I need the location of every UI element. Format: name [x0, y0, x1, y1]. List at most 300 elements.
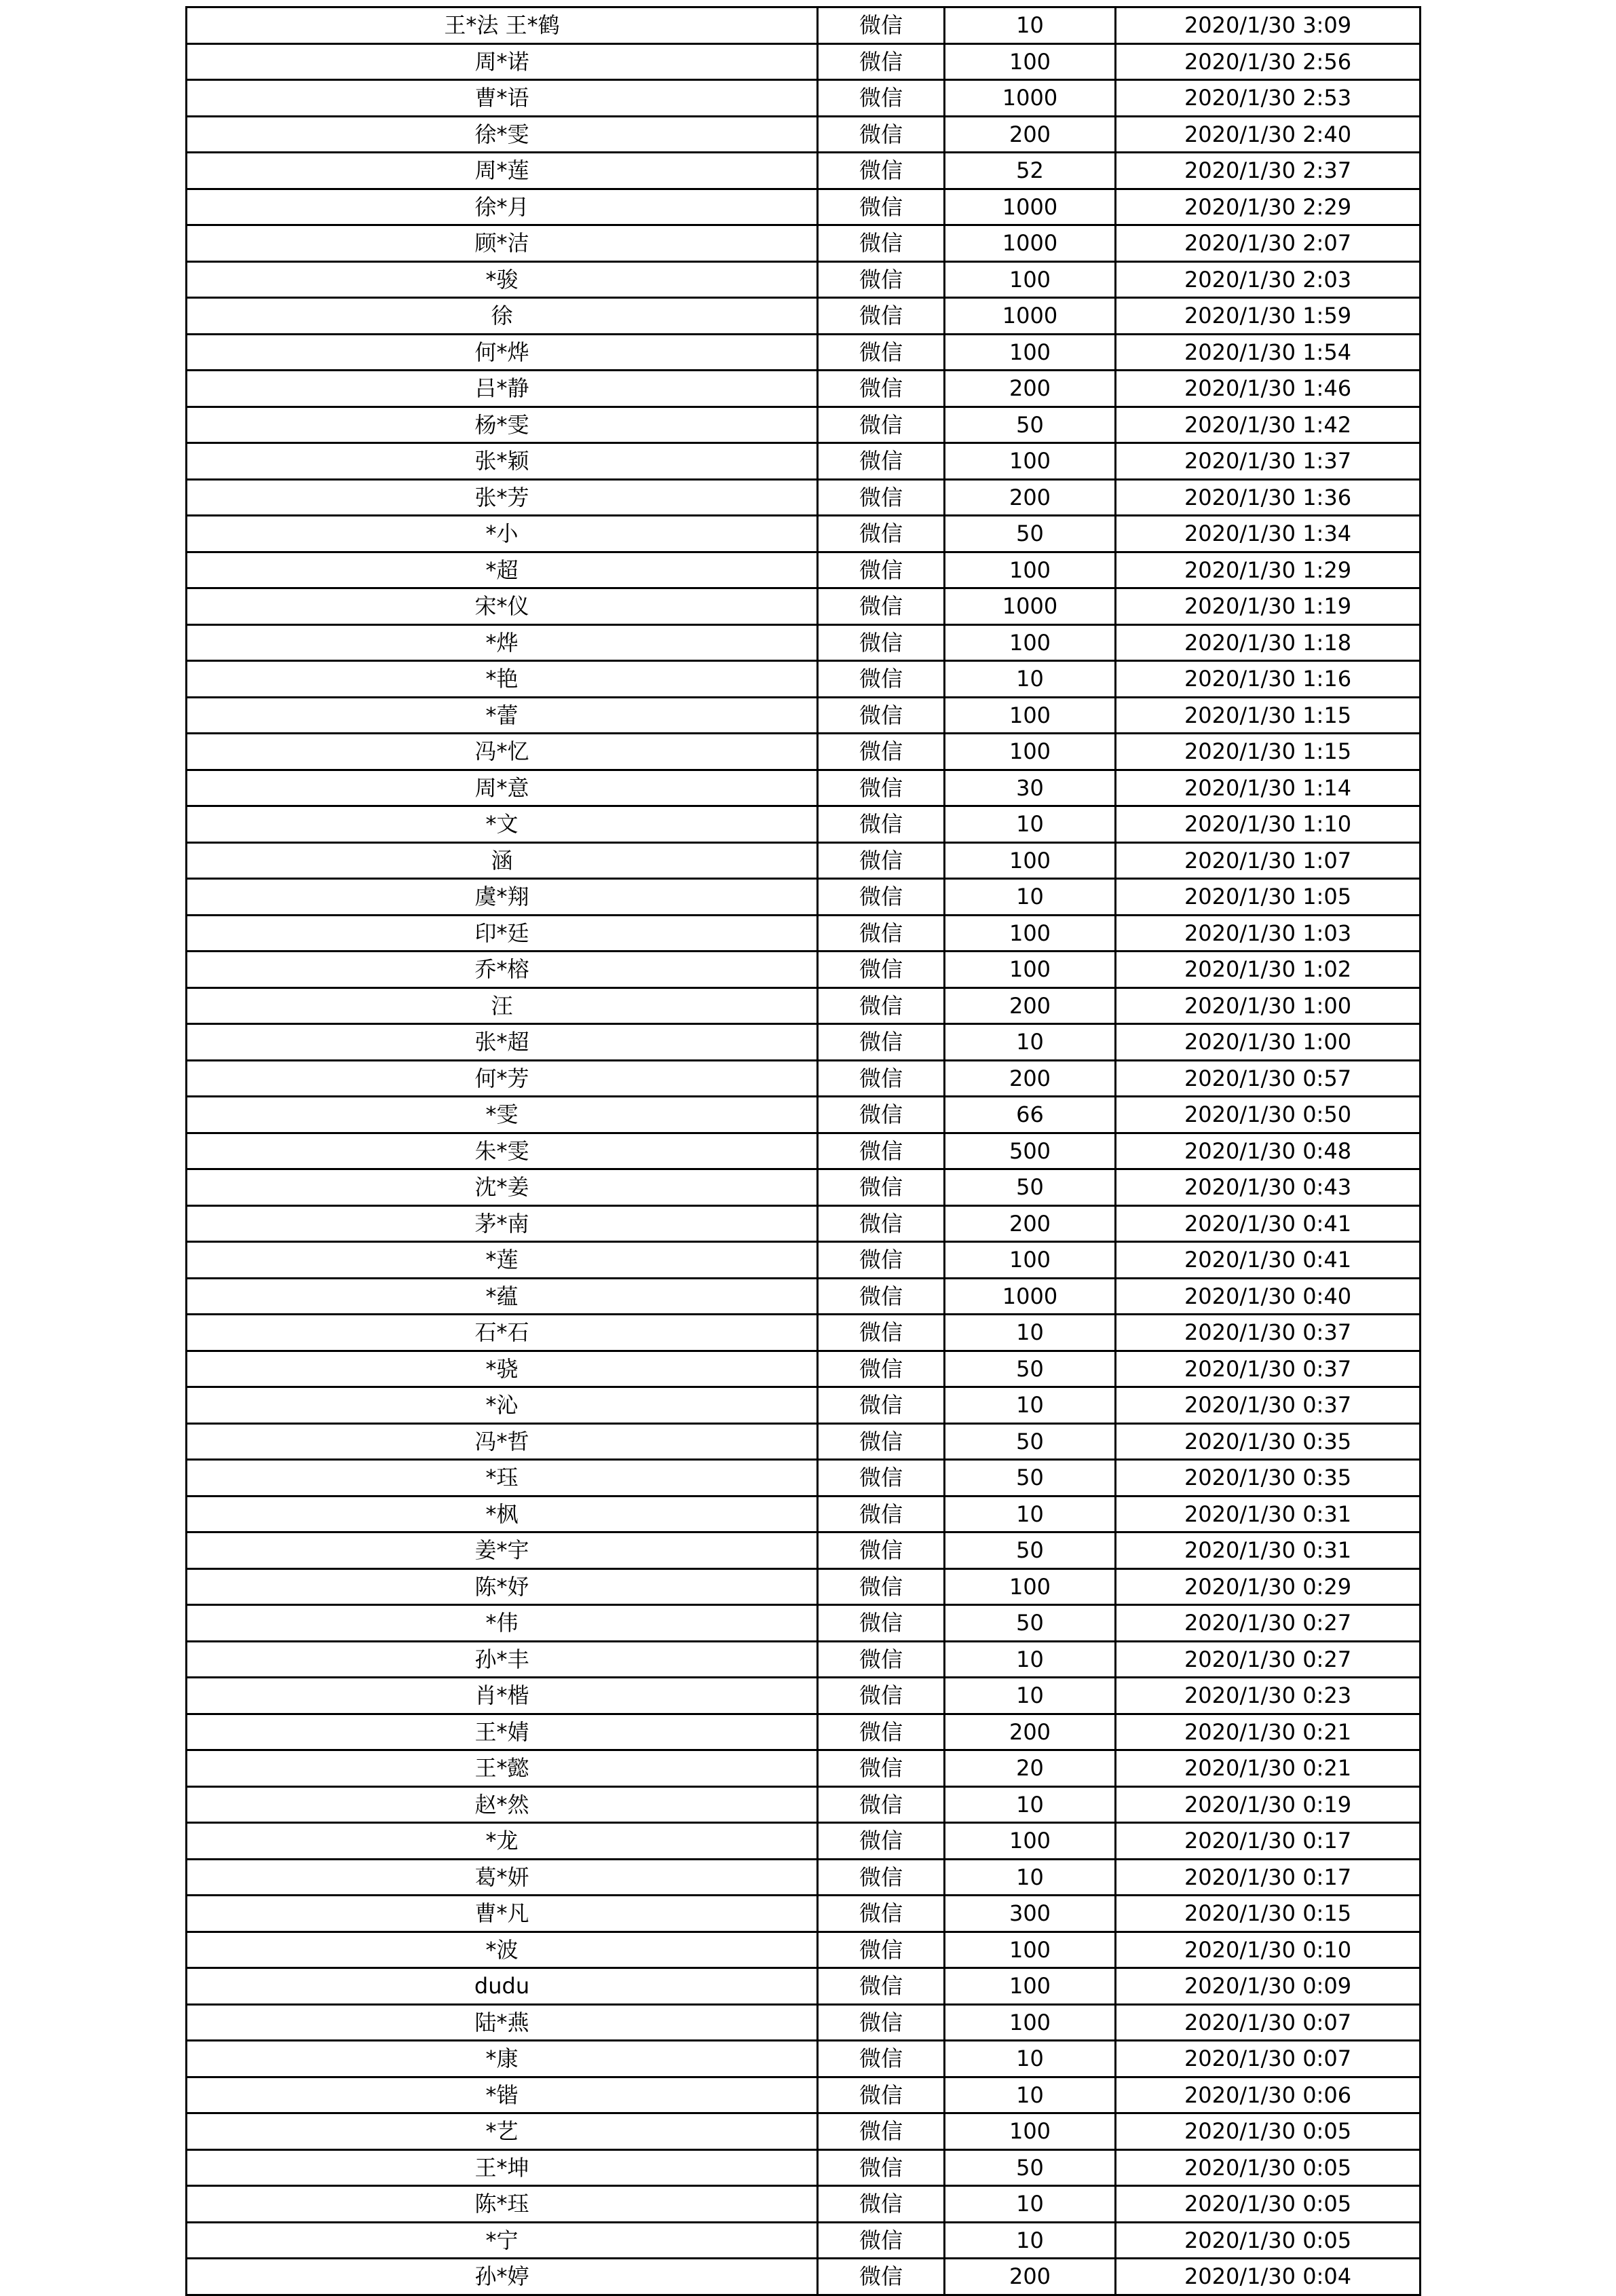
- amount-cell: 200: [945, 371, 1116, 407]
- table-row: [187, 806, 1421, 843]
- timestamp-cell: 2020/1/30 0:43: [1116, 1169, 1421, 1206]
- donor-name-cell: *宁: [187, 2222, 818, 2259]
- payment-method-cell: 微信: [818, 1859, 945, 1896]
- payment-method-cell: 微信: [818, 2041, 945, 2077]
- donor-name-cell: *锴: [187, 2077, 818, 2113]
- donor-name-cell: 张*颖: [187, 443, 818, 480]
- donor-name-cell: *枫: [187, 1496, 818, 1532]
- donor-name-cell: 徐*月: [187, 189, 818, 225]
- timestamp-cell: 2020/1/30 1:37: [1116, 443, 1421, 480]
- donor-name-cell: 张*超: [187, 1024, 818, 1061]
- donation-table-body: [187, 7, 1421, 2295]
- amount-cell: 10: [945, 661, 1116, 698]
- payment-method-cell: 微信: [818, 7, 945, 44]
- timestamp-cell: 2020/1/30 0:37: [1116, 1351, 1421, 1387]
- payment-method-cell: 微信: [818, 1242, 945, 1279]
- timestamp-cell: 2020/1/30 0:17: [1116, 1859, 1421, 1896]
- amount-cell: 100: [945, 1968, 1116, 2005]
- table-row: [187, 2077, 1421, 2113]
- timestamp-cell: 2020/1/30 0:31: [1116, 1532, 1421, 1569]
- payment-method-cell: 微信: [818, 879, 945, 916]
- payment-method-cell: 微信: [818, 552, 945, 588]
- table-row: [187, 2149, 1421, 2186]
- donor-name-cell: 王*婧: [187, 1714, 818, 1750]
- timestamp-cell: 2020/1/30 1:07: [1116, 842, 1421, 879]
- donor-name-cell: 姜*宇: [187, 1532, 818, 1569]
- donor-name-cell: 杨*雯: [187, 407, 818, 443]
- amount-cell: 100: [945, 43, 1116, 80]
- payment-method-cell: 微信: [818, 1786, 945, 1823]
- timestamp-cell: 2020/1/30 0:19: [1116, 1786, 1421, 1823]
- timestamp-cell: 2020/1/30 0:27: [1116, 1641, 1421, 1678]
- table-row: [187, 987, 1421, 1024]
- payment-method-cell: 微信: [818, 2004, 945, 2041]
- amount-cell: 10: [945, 2077, 1116, 2113]
- payment-method-cell: 微信: [818, 1568, 945, 1605]
- timestamp-cell: 2020/1/30 1:19: [1116, 588, 1421, 625]
- table-row: [187, 1278, 1421, 1315]
- amount-cell: 500: [945, 1133, 1116, 1169]
- table-row: [187, 261, 1421, 298]
- timestamp-cell: 2020/1/30 0:05: [1116, 2186, 1421, 2223]
- payment-method-cell: 微信: [818, 1387, 945, 1424]
- donor-name-cell: *莲: [187, 1242, 818, 1279]
- timestamp-cell: 2020/1/30 0:27: [1116, 1605, 1421, 1642]
- payment-method-cell: 微信: [818, 1278, 945, 1315]
- payment-method-cell: 微信: [818, 1641, 945, 1678]
- table-row: [187, 1133, 1421, 1169]
- timestamp-cell: 2020/1/30 0:37: [1116, 1315, 1421, 1351]
- amount-cell: 66: [945, 1097, 1116, 1133]
- payment-method-cell: 微信: [818, 697, 945, 734]
- donor-name-cell: 周*诺: [187, 43, 818, 80]
- payment-method-cell: 微信: [818, 624, 945, 661]
- amount-cell: 100: [945, 1242, 1116, 1279]
- amount-cell: 10: [945, 1678, 1116, 1714]
- table-row: [187, 80, 1421, 117]
- timestamp-cell: 2020/1/30 2:03: [1116, 261, 1421, 298]
- payment-method-cell: 微信: [818, 2149, 945, 2186]
- donor-name-cell: *骁: [187, 1351, 818, 1387]
- donor-name-cell: 顾*洁: [187, 225, 818, 262]
- payment-method-cell: 微信: [818, 298, 945, 335]
- amount-cell: 10: [945, 1024, 1116, 1061]
- table-row: [187, 371, 1421, 407]
- timestamp-cell: 2020/1/30 1:00: [1116, 987, 1421, 1024]
- table-row: [187, 1387, 1421, 1424]
- amount-cell: 200: [945, 987, 1116, 1024]
- table-row: [187, 1532, 1421, 1569]
- donor-name-cell: *蕾: [187, 697, 818, 734]
- table-row: [187, 1932, 1421, 1968]
- amount-cell: 100: [945, 1568, 1116, 1605]
- amount-cell: 100: [945, 552, 1116, 588]
- table-row: [187, 842, 1421, 879]
- amount-cell: 100: [945, 261, 1116, 298]
- payment-method-cell: 微信: [818, 987, 945, 1024]
- table-row: [187, 1423, 1421, 1460]
- table-row: [187, 734, 1421, 770]
- amount-cell: 50: [945, 1351, 1116, 1387]
- amount-cell: 10: [945, 1387, 1116, 1424]
- payment-method-cell: 微信: [818, 1968, 945, 2005]
- donor-name-cell: *康: [187, 2041, 818, 2077]
- amount-cell: 10: [945, 2186, 1116, 2223]
- payment-method-cell: 微信: [818, 842, 945, 879]
- timestamp-cell: 2020/1/30 0:23: [1116, 1678, 1421, 1714]
- table-row: [187, 1097, 1421, 1133]
- table-row: [187, 443, 1421, 480]
- table-row: [187, 1024, 1421, 1061]
- amount-cell: 1000: [945, 225, 1116, 262]
- amount-cell: 100: [945, 624, 1116, 661]
- donor-name-cell: 王*坤: [187, 2149, 818, 2186]
- amount-cell: 10: [945, 2041, 1116, 2077]
- table-row: [187, 588, 1421, 625]
- timestamp-cell: 2020/1/30 0:41: [1116, 1242, 1421, 1279]
- payment-method-cell: 微信: [818, 734, 945, 770]
- donor-name-cell: 周*意: [187, 770, 818, 806]
- amount-cell: 1000: [945, 1278, 1116, 1315]
- table-row: [187, 2186, 1421, 2223]
- payment-method-cell: 微信: [818, 261, 945, 298]
- amount-cell: 20: [945, 1750, 1116, 1787]
- amount-cell: 10: [945, 1786, 1116, 1823]
- donor-name-cell: *骏: [187, 261, 818, 298]
- payment-method-cell: 微信: [818, 1423, 945, 1460]
- timestamp-cell: 2020/1/30 0:41: [1116, 1205, 1421, 1242]
- timestamp-cell: 2020/1/30 0:05: [1116, 2113, 1421, 2150]
- donor-name-cell: 何*芳: [187, 1060, 818, 1097]
- table-row: [187, 1605, 1421, 1642]
- payment-method-cell: 微信: [818, 2186, 945, 2223]
- payment-method-cell: 微信: [818, 80, 945, 117]
- table-row: [187, 116, 1421, 153]
- donor-name-cell: 朱*雯: [187, 1133, 818, 1169]
- amount-cell: 200: [945, 1060, 1116, 1097]
- payment-method-cell: 微信: [818, 806, 945, 843]
- timestamp-cell: 2020/1/30 1:15: [1116, 697, 1421, 734]
- table-row: [187, 2113, 1421, 2150]
- payment-method-cell: 微信: [818, 443, 945, 480]
- amount-cell: 10: [945, 1315, 1116, 1351]
- table-row: [187, 153, 1421, 189]
- payment-method-cell: 微信: [818, 516, 945, 552]
- donor-name-cell: 赵*然: [187, 1786, 818, 1823]
- payment-method-cell: 微信: [818, 43, 945, 80]
- donor-name-cell: 吕*静: [187, 371, 818, 407]
- donor-name-cell: 乔*榕: [187, 952, 818, 988]
- timestamp-cell: 2020/1/30 1:29: [1116, 552, 1421, 588]
- amount-cell: 200: [945, 1714, 1116, 1750]
- amount-cell: 100: [945, 1823, 1116, 1860]
- payment-method-cell: 微信: [818, 1205, 945, 1242]
- table-row: [187, 298, 1421, 335]
- donor-name-cell: 周*莲: [187, 153, 818, 189]
- amount-cell: 50: [945, 2149, 1116, 2186]
- amount-cell: 200: [945, 1205, 1116, 1242]
- donor-name-cell: 陆*燕: [187, 2004, 818, 2041]
- donor-name-cell: 汪: [187, 987, 818, 1024]
- donor-name-cell: 何*烨: [187, 334, 818, 371]
- timestamp-cell: 2020/1/30 0:04: [1116, 2259, 1421, 2295]
- timestamp-cell: 2020/1/30 0:17: [1116, 1823, 1421, 1860]
- table-row: [187, 1568, 1421, 1605]
- donor-name-cell: *文: [187, 806, 818, 843]
- timestamp-cell: 2020/1/30 0:40: [1116, 1278, 1421, 1315]
- amount-cell: 100: [945, 334, 1116, 371]
- table-row: [187, 1641, 1421, 1678]
- payment-method-cell: 微信: [818, 2113, 945, 2150]
- table-row: [187, 2041, 1421, 2077]
- donor-name-cell: 宋*仪: [187, 588, 818, 625]
- table-row: [187, 2222, 1421, 2259]
- timestamp-cell: 2020/1/30 2:53: [1116, 80, 1421, 117]
- donor-name-cell: *沁: [187, 1387, 818, 1424]
- amount-cell: 1000: [945, 588, 1116, 625]
- donor-name-cell: *伟: [187, 1605, 818, 1642]
- payment-method-cell: 微信: [818, 407, 945, 443]
- table-row: [187, 2004, 1421, 2041]
- table-row: [187, 1823, 1421, 1860]
- amount-cell: 10: [945, 2222, 1116, 2259]
- donor-name-cell: 沈*姜: [187, 1169, 818, 1206]
- amount-cell: 100: [945, 915, 1116, 952]
- timestamp-cell: 2020/1/30 3:09: [1116, 7, 1421, 44]
- payment-method-cell: 微信: [818, 1932, 945, 1968]
- table-row: [187, 1205, 1421, 1242]
- donor-name-cell: 孙*婷: [187, 2259, 818, 2295]
- table-row: [187, 661, 1421, 698]
- timestamp-cell: 2020/1/30 0:05: [1116, 2222, 1421, 2259]
- payment-method-cell: 微信: [818, 770, 945, 806]
- table-row: [187, 516, 1421, 552]
- timestamp-cell: 2020/1/30 0:15: [1116, 1896, 1421, 1932]
- payment-method-cell: 微信: [818, 371, 945, 407]
- table-row: [187, 43, 1421, 80]
- timestamp-cell: 2020/1/30 2:07: [1116, 225, 1421, 262]
- donor-name-cell: 王*懿: [187, 1750, 818, 1787]
- donor-name-cell: 陈*妤: [187, 1568, 818, 1605]
- table-row: [187, 1968, 1421, 2005]
- timestamp-cell: 2020/1/30 0:29: [1116, 1568, 1421, 1605]
- payment-method-cell: 微信: [818, 1750, 945, 1787]
- timestamp-cell: 2020/1/30 1:14: [1116, 770, 1421, 806]
- amount-cell: 100: [945, 1932, 1116, 1968]
- payment-method-cell: 微信: [818, 952, 945, 988]
- payment-method-cell: 微信: [818, 588, 945, 625]
- table-row: [187, 1460, 1421, 1497]
- amount-cell: 10: [945, 1496, 1116, 1532]
- payment-method-cell: 微信: [818, 1605, 945, 1642]
- table-row: [187, 552, 1421, 588]
- payment-method-cell: 微信: [818, 1714, 945, 1750]
- table-row: [187, 1714, 1421, 1750]
- table-row: [187, 1750, 1421, 1787]
- table-row: [187, 1242, 1421, 1279]
- donation-table: [185, 6, 1421, 2296]
- payment-method-cell: 微信: [818, 1060, 945, 1097]
- table-row: [187, 1786, 1421, 1823]
- amount-cell: 50: [945, 407, 1116, 443]
- donor-name-cell: 曹*语: [187, 80, 818, 117]
- timestamp-cell: 2020/1/30 2:56: [1116, 43, 1421, 80]
- amount-cell: 1000: [945, 189, 1116, 225]
- amount-cell: 100: [945, 734, 1116, 770]
- timestamp-cell: 2020/1/30 1:18: [1116, 624, 1421, 661]
- table-row: [187, 2259, 1421, 2295]
- amount-cell: 50: [945, 1460, 1116, 1497]
- timestamp-cell: 2020/1/30 2:37: [1116, 153, 1421, 189]
- donor-name-cell: 涵: [187, 842, 818, 879]
- table-row: [187, 225, 1421, 262]
- amount-cell: 100: [945, 842, 1116, 879]
- payment-method-cell: 微信: [818, 1532, 945, 1569]
- table-row: [187, 952, 1421, 988]
- donor-name-cell: *龙: [187, 1823, 818, 1860]
- timestamp-cell: 2020/1/30 0:21: [1116, 1750, 1421, 1787]
- payment-method-cell: 微信: [818, 153, 945, 189]
- timestamp-cell: 2020/1/30 0:10: [1116, 1932, 1421, 1968]
- donor-name-cell: 肖*楷: [187, 1678, 818, 1714]
- timestamp-cell: 2020/1/30 2:40: [1116, 116, 1421, 153]
- timestamp-cell: 2020/1/30 0:35: [1116, 1423, 1421, 1460]
- timestamp-cell: 2020/1/30 1:00: [1116, 1024, 1421, 1061]
- timestamp-cell: 2020/1/30 0:48: [1116, 1133, 1421, 1169]
- amount-cell: 200: [945, 479, 1116, 516]
- donor-name-cell: 孙*丰: [187, 1641, 818, 1678]
- donor-name-cell: *蕴: [187, 1278, 818, 1315]
- payment-method-cell: 微信: [818, 1351, 945, 1387]
- payment-method-cell: 微信: [818, 661, 945, 698]
- donor-name-cell: 虞*翔: [187, 879, 818, 916]
- donor-name-cell: 冯*哲: [187, 1423, 818, 1460]
- donor-name-cell: 石*石: [187, 1315, 818, 1351]
- payment-method-cell: 微信: [818, 479, 945, 516]
- donor-name-cell: *艺: [187, 2113, 818, 2150]
- amount-cell: 10: [945, 806, 1116, 843]
- table-row: [187, 1678, 1421, 1714]
- amount-cell: 1000: [945, 298, 1116, 335]
- timestamp-cell: 2020/1/30 0:09: [1116, 1968, 1421, 2005]
- timestamp-cell: 2020/1/30 1:03: [1116, 915, 1421, 952]
- payment-method-cell: 微信: [818, 334, 945, 371]
- payment-method-cell: 微信: [818, 2222, 945, 2259]
- amount-cell: 50: [945, 1605, 1116, 1642]
- donor-name-cell: 印*廷: [187, 915, 818, 952]
- amount-cell: 52: [945, 153, 1116, 189]
- amount-cell: 100: [945, 443, 1116, 480]
- payment-method-cell: 微信: [818, 189, 945, 225]
- table-row: [187, 770, 1421, 806]
- table-row: [187, 915, 1421, 952]
- amount-cell: 10: [945, 879, 1116, 916]
- payment-method-cell: 微信: [818, 1133, 945, 1169]
- donor-name-cell: 茅*南: [187, 1205, 818, 1242]
- donor-name-cell: 陈*珏: [187, 2186, 818, 2223]
- table-row: [187, 1496, 1421, 1532]
- amount-cell: 50: [945, 1532, 1116, 1569]
- payment-method-cell: 微信: [818, 1678, 945, 1714]
- donor-name-cell: 冯*忆: [187, 734, 818, 770]
- timestamp-cell: 2020/1/30 0:50: [1116, 1097, 1421, 1133]
- donor-name-cell: 王*法 王*鹤: [187, 7, 818, 44]
- payment-method-cell: 微信: [818, 1823, 945, 1860]
- amount-cell: 100: [945, 697, 1116, 734]
- table-row: [187, 1859, 1421, 1896]
- donor-name-cell: *烨: [187, 624, 818, 661]
- table-row: [187, 407, 1421, 443]
- amount-cell: 10: [945, 1641, 1116, 1678]
- table-row: [187, 479, 1421, 516]
- payment-method-cell: 微信: [818, 2259, 945, 2295]
- donor-name-cell: *超: [187, 552, 818, 588]
- donor-name-cell: 曹*凡: [187, 1896, 818, 1932]
- timestamp-cell: 2020/1/30 1:59: [1116, 298, 1421, 335]
- table-row: [187, 1315, 1421, 1351]
- donor-name-cell: dudu: [187, 1968, 818, 2005]
- payment-method-cell: 微信: [818, 1496, 945, 1532]
- timestamp-cell: 2020/1/30 1:34: [1116, 516, 1421, 552]
- amount-cell: 50: [945, 516, 1116, 552]
- timestamp-cell: 2020/1/30 0:07: [1116, 2004, 1421, 2041]
- amount-cell: 10: [945, 7, 1116, 44]
- timestamp-cell: 2020/1/30 0:35: [1116, 1460, 1421, 1497]
- payment-method-cell: 微信: [818, 1169, 945, 1206]
- donor-name-cell: *波: [187, 1932, 818, 1968]
- timestamp-cell: 2020/1/30 1:02: [1116, 952, 1421, 988]
- amount-cell: 50: [945, 1169, 1116, 1206]
- timestamp-cell: 2020/1/30 2:29: [1116, 189, 1421, 225]
- timestamp-cell: 2020/1/30 1:42: [1116, 407, 1421, 443]
- payment-method-cell: 微信: [818, 1097, 945, 1133]
- payment-method-cell: 微信: [818, 1024, 945, 1061]
- timestamp-cell: 2020/1/30 1:36: [1116, 479, 1421, 516]
- timestamp-cell: 2020/1/30 0:21: [1116, 1714, 1421, 1750]
- donor-name-cell: *雯: [187, 1097, 818, 1133]
- amount-cell: 200: [945, 116, 1116, 153]
- timestamp-cell: 2020/1/30 0:05: [1116, 2149, 1421, 2186]
- timestamp-cell: 2020/1/30 0:31: [1116, 1496, 1421, 1532]
- amount-cell: 50: [945, 1423, 1116, 1460]
- timestamp-cell: 2020/1/30 1:15: [1116, 734, 1421, 770]
- amount-cell: 100: [945, 2113, 1116, 2150]
- timestamp-cell: 2020/1/30 1:16: [1116, 661, 1421, 698]
- table-row: [187, 624, 1421, 661]
- amount-cell: 10: [945, 1859, 1116, 1896]
- table-row: [187, 1169, 1421, 1206]
- payment-method-cell: 微信: [818, 915, 945, 952]
- donor-name-cell: 徐*雯: [187, 116, 818, 153]
- donor-name-cell: 徐: [187, 298, 818, 335]
- table-row: [187, 334, 1421, 371]
- payment-method-cell: 微信: [818, 1460, 945, 1497]
- payment-method-cell: 微信: [818, 1896, 945, 1932]
- amount-cell: 200: [945, 2259, 1116, 2295]
- table-row: [187, 7, 1421, 44]
- table-row: [187, 879, 1421, 916]
- table-row: [187, 697, 1421, 734]
- amount-cell: 1000: [945, 80, 1116, 117]
- timestamp-cell: 2020/1/30 1:05: [1116, 879, 1421, 916]
- amount-cell: 300: [945, 1896, 1116, 1932]
- timestamp-cell: 2020/1/30 0:06: [1116, 2077, 1421, 2113]
- donor-name-cell: *小: [187, 516, 818, 552]
- payment-method-cell: 微信: [818, 2077, 945, 2113]
- table-row: [187, 1896, 1421, 1932]
- table-row: [187, 189, 1421, 225]
- donor-name-cell: *艳: [187, 661, 818, 698]
